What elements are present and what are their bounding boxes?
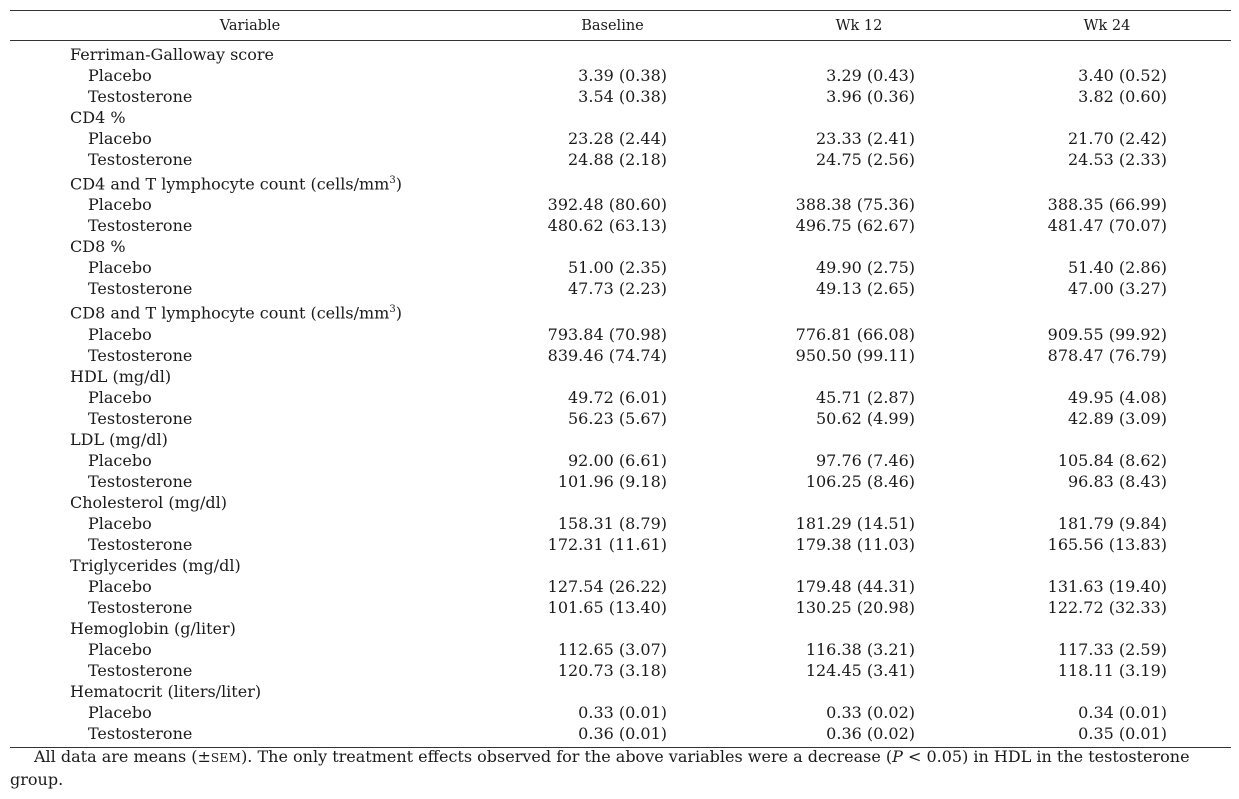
cell-wk24: 909.55 (99.92) bbox=[1047, 324, 1167, 344]
group-label-text: CD4 and T lymphocyte count (cells/mm bbox=[70, 174, 390, 194]
cell-baseline: 158.31 (8.79) bbox=[557, 513, 667, 533]
cell-baseline: 112.65 (3.07) bbox=[557, 639, 667, 659]
cell-baseline: 56.23 (5.67) bbox=[568, 408, 667, 428]
table-row bbox=[10, 257, 1231, 278]
cell-wk24: 388.35 (66.99) bbox=[1047, 195, 1167, 215]
group-row bbox=[10, 555, 1231, 576]
row-label: Testosterone bbox=[88, 345, 193, 365]
table-header bbox=[10, 11, 1231, 41]
cell-baseline: 92.00 (6.61) bbox=[568, 450, 667, 470]
row-label: Testosterone bbox=[88, 87, 193, 106]
footnote-text-1: All data are means (± bbox=[34, 747, 211, 766]
cell-wk12: 179.48 (44.31) bbox=[795, 576, 915, 596]
header-baseline: Baseline bbox=[490, 11, 735, 41]
cell-baseline: 51.00 (2.35) bbox=[568, 258, 667, 278]
group-label-text: CD8 % bbox=[70, 237, 126, 257]
group-label-text: Hemoglobin (g/liter) bbox=[70, 618, 236, 638]
group-row bbox=[10, 170, 1231, 194]
cell-wk24: 118.11 (3.19) bbox=[1057, 660, 1167, 680]
row-label: Testosterone bbox=[88, 216, 193, 236]
cell-baseline: 392.48 (80.60) bbox=[547, 195, 667, 215]
table-footnote bbox=[10, 746, 1232, 791]
cell-wk24: 0.34 (0.01) bbox=[1078, 702, 1167, 722]
cell-wk24: 105.84 (8.62) bbox=[1057, 450, 1167, 470]
header-variable: Variable bbox=[10, 11, 490, 41]
row-label: Placebo bbox=[88, 513, 152, 533]
group-row bbox=[10, 618, 1231, 639]
cell-wk24: 51.40 (2.86) bbox=[1068, 258, 1167, 278]
cell-wk12: 45.71 (2.87) bbox=[816, 387, 915, 407]
group-row bbox=[10, 41, 1231, 66]
cell-wk24: 24.53 (2.33) bbox=[1068, 150, 1167, 169]
table-row bbox=[10, 65, 1231, 86]
row-label: Placebo bbox=[88, 129, 152, 148]
cell-wk24: 122.72 (32.33) bbox=[1047, 597, 1167, 617]
group-label bbox=[10, 41, 1231, 66]
row-label: Testosterone bbox=[88, 471, 193, 491]
table-row bbox=[10, 324, 1231, 345]
cell-wk24: 49.95 (4.08) bbox=[1068, 387, 1167, 407]
table-row bbox=[10, 86, 1231, 107]
table-row bbox=[10, 513, 1231, 534]
cell-baseline: 839.46 (74.74) bbox=[547, 345, 667, 365]
row-label: Placebo bbox=[88, 576, 152, 596]
cell-wk24: 181.79 (9.84) bbox=[1057, 513, 1167, 533]
cell-wk24: 878.47 (76.79) bbox=[1047, 345, 1167, 365]
cell-wk24: 3.40 (0.52) bbox=[1078, 66, 1167, 85]
group-label bbox=[10, 492, 1231, 513]
cell-baseline: 101.65 (13.40) bbox=[547, 597, 667, 617]
data-table-container bbox=[10, 10, 1231, 748]
group-row bbox=[10, 236, 1231, 257]
group-label-suffix: ) bbox=[395, 174, 402, 194]
table-row bbox=[10, 345, 1231, 366]
cell-wk12: 950.50 (99.11) bbox=[795, 345, 915, 365]
group-row bbox=[10, 366, 1231, 387]
cell-baseline: 24.88 (2.18) bbox=[568, 150, 667, 169]
footnote-text-2: ). The only treatment effects observed for the above variables were a decrease ( bbox=[241, 747, 893, 766]
group-label bbox=[10, 555, 1231, 576]
cell-wk12: 3.96 (0.36) bbox=[826, 87, 915, 106]
group-label bbox=[10, 107, 1231, 128]
footnote-text-3: < 0.05) in HDL in the testosterone group. bbox=[10, 747, 1190, 789]
row-label: Placebo bbox=[88, 702, 152, 722]
cell-wk24: 42.89 (3.09) bbox=[1068, 408, 1167, 428]
cell-wk12: 49.13 (2.65) bbox=[816, 279, 915, 299]
cell-wk24: 131.63 (19.40) bbox=[1047, 576, 1167, 596]
group-label-text: Hematocrit (liters/liter) bbox=[70, 681, 262, 701]
group-label-text: Ferriman-Galloway score bbox=[70, 45, 274, 64]
group-label bbox=[10, 618, 1231, 639]
data-table bbox=[10, 10, 1231, 748]
row-label: Placebo bbox=[88, 450, 152, 470]
cell-wk24: 165.56 (13.83) bbox=[1047, 534, 1167, 554]
cell-wk12: 179.38 (11.03) bbox=[795, 534, 915, 554]
cell-baseline: 172.31 (11.61) bbox=[547, 534, 667, 554]
cell-wk12: 776.81 (66.08) bbox=[795, 324, 915, 344]
cell-baseline: 0.33 (0.01) bbox=[578, 702, 667, 722]
cell-baseline: 480.62 (63.13) bbox=[547, 216, 667, 236]
group-label-text: Triglycerides (mg/dl) bbox=[70, 555, 241, 575]
cell-baseline: 47.73 (2.23) bbox=[568, 279, 667, 299]
group-label-suffix: ) bbox=[395, 303, 402, 323]
group-row bbox=[10, 429, 1231, 450]
group-label bbox=[10, 366, 1231, 387]
table-row bbox=[10, 408, 1231, 429]
cell-wk12: 496.75 (62.67) bbox=[795, 216, 915, 236]
group-label bbox=[10, 681, 1231, 702]
table-row bbox=[10, 278, 1231, 299]
cell-wk12: 97.76 (7.46) bbox=[816, 450, 915, 470]
footnote-sem: SEM bbox=[210, 751, 242, 765]
group-row bbox=[10, 681, 1231, 702]
table-row bbox=[10, 149, 1231, 170]
cell-wk12: 3.29 (0.43) bbox=[826, 66, 915, 85]
group-label bbox=[10, 429, 1231, 450]
unit-superscript: 3 bbox=[389, 175, 396, 186]
table-row bbox=[10, 387, 1231, 408]
group-label bbox=[10, 299, 1231, 323]
cell-wk12: 0.33 (0.02) bbox=[826, 702, 915, 722]
table-row bbox=[10, 597, 1231, 618]
row-label: Testosterone bbox=[88, 597, 193, 617]
cell-wk12: 0.36 (0.02) bbox=[735, 723, 983, 748]
row-label: Placebo bbox=[88, 324, 152, 344]
cell-wk12: 106.25 (8.46) bbox=[805, 471, 915, 491]
row-label: Placebo bbox=[88, 195, 152, 215]
group-row bbox=[10, 492, 1231, 513]
cell-wk12: 388.38 (75.36) bbox=[795, 195, 915, 215]
cell-wk24: 3.82 (0.60) bbox=[1078, 87, 1167, 106]
cell-wk24: 47.00 (3.27) bbox=[1068, 279, 1167, 299]
cell-wk12: 130.25 (20.98) bbox=[795, 597, 915, 617]
cell-wk24: 96.83 (8.43) bbox=[1068, 471, 1167, 491]
table-body bbox=[10, 41, 1231, 748]
cell-wk12: 181.29 (14.51) bbox=[795, 513, 915, 533]
header-wk24: Wk 24 bbox=[983, 11, 1231, 41]
table-row bbox=[10, 194, 1231, 215]
cell-wk24: 117.33 (2.59) bbox=[1057, 639, 1167, 659]
cell-wk12: 23.33 (2.41) bbox=[816, 129, 915, 148]
row-label: Placebo bbox=[88, 387, 152, 407]
group-label-text: CD4 % bbox=[70, 108, 126, 127]
cell-baseline: 3.39 (0.38) bbox=[578, 66, 667, 85]
table-row bbox=[10, 660, 1231, 681]
group-label bbox=[10, 170, 1231, 194]
row-label: Placebo bbox=[88, 66, 152, 85]
cell-baseline: 0.36 (0.01) bbox=[490, 723, 735, 748]
table-row bbox=[10, 702, 1231, 723]
row-label: Testosterone bbox=[88, 279, 193, 299]
cell-wk12: 124.45 (3.41) bbox=[805, 660, 915, 680]
group-row bbox=[10, 107, 1231, 128]
cell-baseline: 3.54 (0.38) bbox=[578, 87, 667, 106]
row-label: Testosterone bbox=[10, 723, 490, 748]
header-wk12: Wk 12 bbox=[735, 11, 983, 41]
header-row bbox=[10, 11, 1231, 41]
cell-baseline: 23.28 (2.44) bbox=[568, 129, 667, 148]
group-label-text: CD8 and T lymphocyte count (cells/mm bbox=[70, 303, 390, 323]
group-label-text: HDL (mg/dl) bbox=[70, 366, 172, 386]
group-label bbox=[10, 236, 1231, 257]
row-label: Placebo bbox=[88, 639, 152, 659]
table-row bbox=[10, 534, 1231, 555]
row-label: Testosterone bbox=[88, 534, 193, 554]
cell-baseline: 793.84 (70.98) bbox=[547, 324, 667, 344]
cell-wk24: 21.70 (2.42) bbox=[1068, 129, 1167, 148]
row-label: Testosterone bbox=[88, 660, 193, 680]
footnote-p: P bbox=[892, 747, 903, 766]
cell-wk12: 24.75 (2.56) bbox=[816, 150, 915, 169]
cell-wk12: 116.38 (3.21) bbox=[805, 639, 915, 659]
table-row bbox=[10, 450, 1231, 471]
cell-wk12: 49.90 (2.75) bbox=[816, 258, 915, 278]
group-label-text: LDL (mg/dl) bbox=[70, 429, 168, 449]
table-row bbox=[10, 639, 1231, 660]
row-label: Placebo bbox=[88, 258, 152, 278]
table-row bbox=[10, 576, 1231, 597]
group-row bbox=[10, 299, 1231, 323]
table-row bbox=[10, 128, 1231, 149]
table-row bbox=[10, 723, 1231, 748]
cell-baseline: 101.96 (9.18) bbox=[557, 471, 667, 491]
row-label: Testosterone bbox=[88, 408, 193, 428]
cell-wk24: 0.35 (0.01) bbox=[983, 723, 1231, 748]
cell-baseline: 127.54 (26.22) bbox=[547, 576, 667, 596]
cell-baseline: 49.72 (6.01) bbox=[568, 387, 667, 407]
cell-wk24: 481.47 (70.07) bbox=[1047, 216, 1167, 236]
unit-superscript: 3 bbox=[389, 304, 396, 316]
row-label: Testosterone bbox=[88, 150, 193, 169]
table-row bbox=[10, 215, 1231, 236]
cell-baseline: 120.73 (3.18) bbox=[557, 660, 667, 680]
group-label-text: Cholesterol (mg/dl) bbox=[70, 492, 228, 512]
table-row bbox=[10, 471, 1231, 492]
cell-wk12: 50.62 (4.99) bbox=[816, 408, 915, 428]
